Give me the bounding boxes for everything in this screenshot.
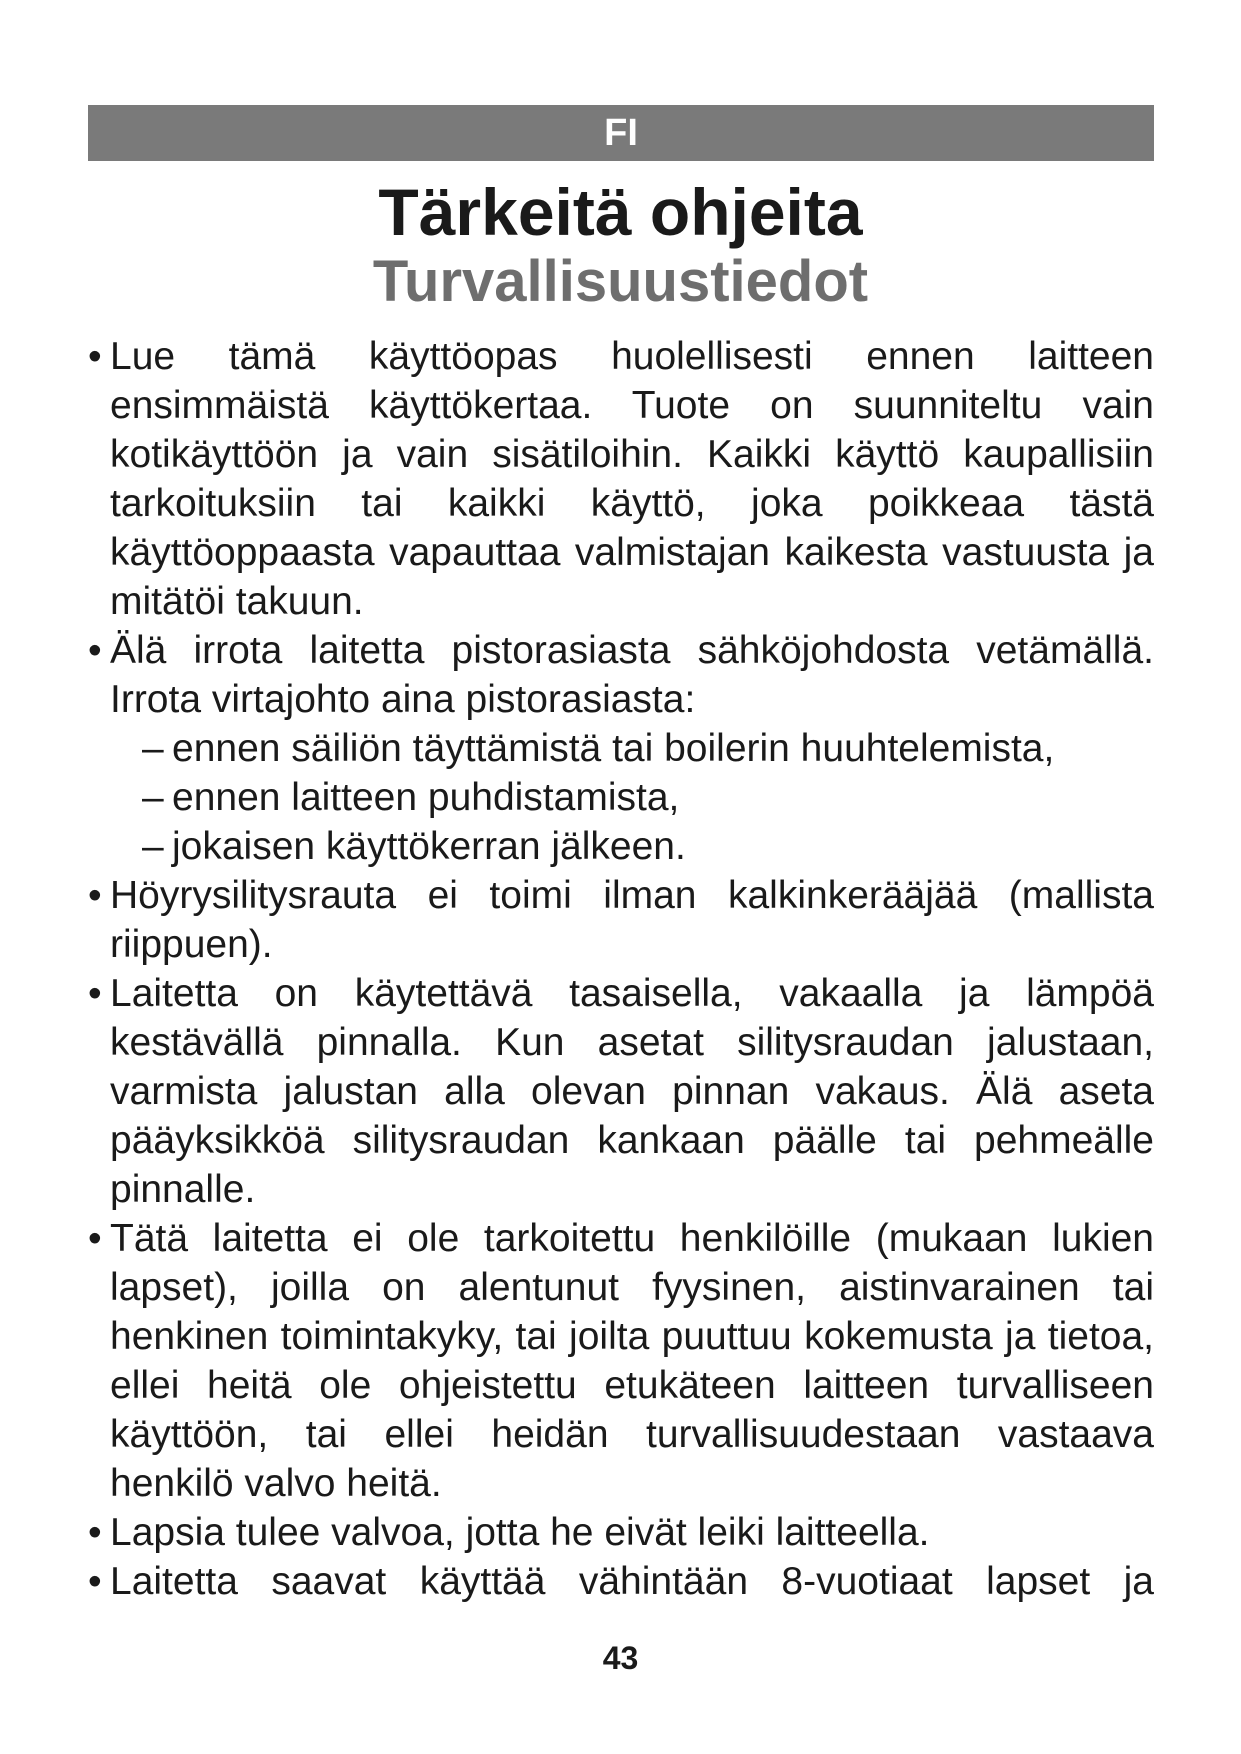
- list-item: • Laitetta saavat käyttää vähintään 8-vuotiaat lapset ja: [88, 1557, 1154, 1606]
- list-item: [88, 626, 1154, 871]
- list-item: • Lue tämä käyttöopas huolellisesti ennen laitteen ensimmäistä käyttökertaa. Tuote on suunniteltu vain kotikäyttöön ja vain sisätiloihin. Kaikki käyttö kaupallisiin tarkoituksiin tai kaikki käyttö, joka poikkeaa tästä käyttöoppaasta vapauttaa valmistajan kaikesta vastuusta ja mitätöi takuun.: [88, 332, 1154, 626]
- safety-instructions-list: [88, 332, 1154, 1606]
- page-title: Tärkeitä ohjeita: [378, 175, 863, 249]
- sub-list-item: – ennen laitteen puhdistamista,: [142, 773, 1154, 822]
- list-item: • Tätä laitetta ei ole tarkoitettu henkilöille (mukaan lukien lapset), joilla on alentunut fyysinen, aistinvarainen tai henkinen toimintakyky, tai joilta puuttuu kokemusta ja tietoa, ellei heitä ole ohjeistettu etukäteen laitteen turvalliseen käyttöön, tai ellei heidän turvallisuudestaan vastaava henkilö valvo heitä.: [88, 1214, 1154, 1508]
- language-code: FI: [604, 112, 638, 154]
- instructions-content: [88, 332, 1154, 1606]
- list-item: • Lapsia tulee valvoa, jotta he eivät leiki laitteella.: [88, 1508, 1154, 1557]
- list-item: • Laitetta on käytettävä tasaisella, vakaalla ja lämpöä kestävällä pinnalla. Kun asetat silitysraudan jalustaan, varmista jalustan alla olevan pinnan vakaus. Älä aseta pääyksikköä silitysraudan kankaan päälle tai pehmeälle pinnalle.: [88, 969, 1154, 1214]
- page-subtitle: Turvallisuustiedot: [372, 249, 869, 314]
- unplug-conditions-list: [110, 724, 1154, 871]
- language-bar: [88, 105, 1154, 161]
- list-item-text: Älä irrota laitetta pistorasiasta sähköjohdosta vetämällä. Irrota virtajohto aina pistorasiasta:: [110, 629, 1154, 721]
- list-item: • Höyrysilitysrauta ei toimi ilman kalkinkerääjää (mallista riippuen).: [88, 871, 1154, 969]
- page-number: 43: [602, 1640, 639, 1676]
- sub-list-item: – ennen säiliön täyttämistä tai boilerin huuhtelemista,: [142, 724, 1154, 773]
- sub-list-item: – jokaisen käyttökerran jälkeen.: [142, 822, 1154, 871]
